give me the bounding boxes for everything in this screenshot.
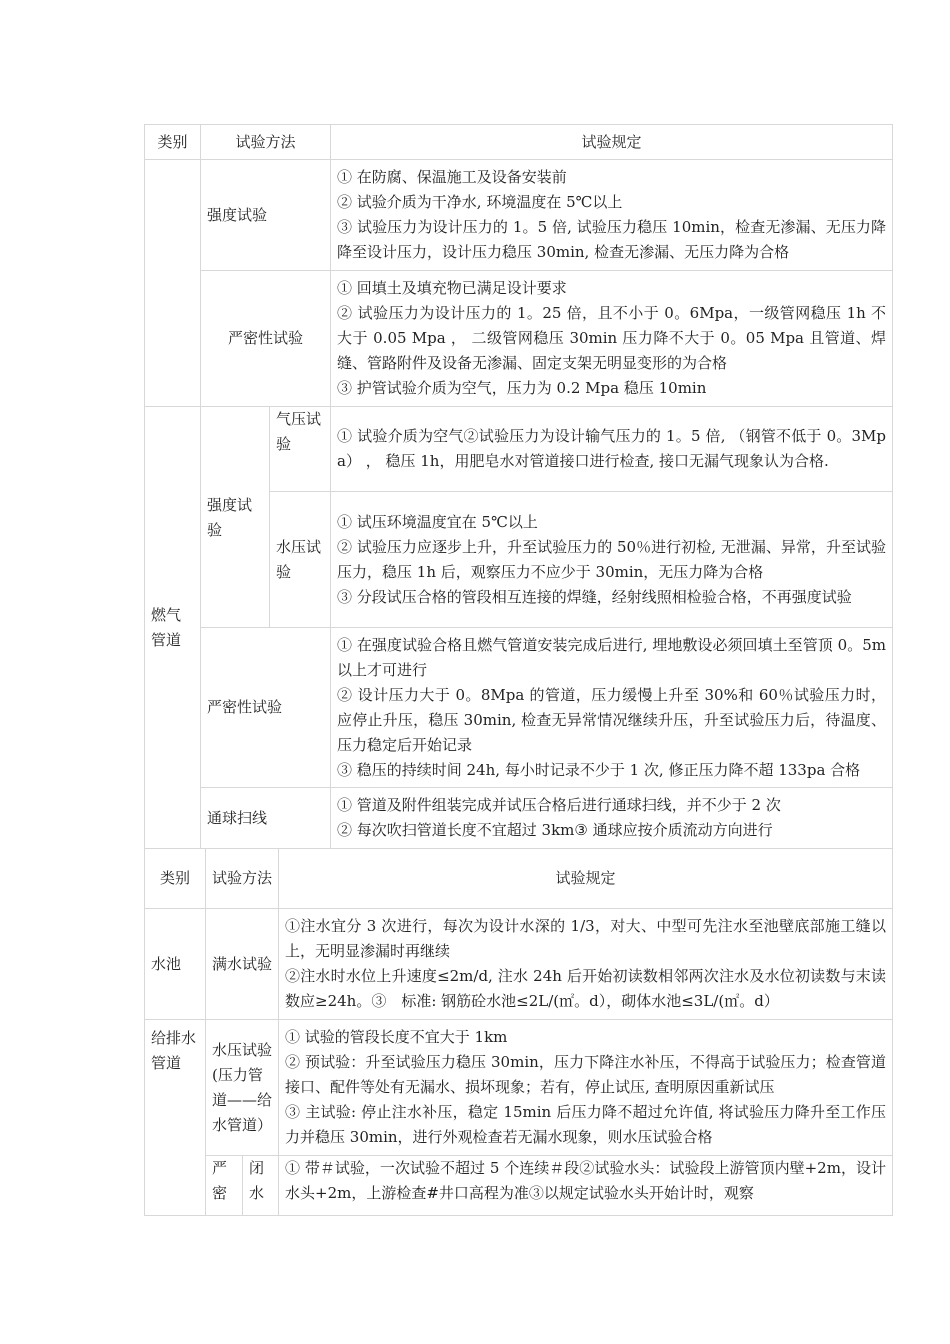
rule-gas-pigging xyxy=(331,788,893,849)
rule-line: ② 设计压力大于 0。8Mpa 的管道，压力缓慢上升至 30%和 60％试验压力时，应停止升压，稳压 30min, 检查无异常情况继续升压，升至试验压力后，待温度、压力稳定后开始记录 xyxy=(337,685,887,754)
method-heat-strength: 强度试验 xyxy=(201,160,331,271)
rule-line: ①注水宜分 3 次进行，每次为设计水深的 1/3，对大、中型可先注水至池壁底部施工缝以上，无明显渗漏时再继续 xyxy=(285,917,887,960)
rule-line: ② 试验压力为设计压力的 1。25 倍，且不小于 0。6Mpa，一级管网稳压 1h 不大于 0.05 Mpa ， 二级管网稳压 30min 压力降不大于 0。05 Mpa 且管道、焊缝、管路附件及设备无渗漏、固定支架无明显变形的为合格 xyxy=(337,304,887,372)
method-gas-pigging: 通球扫线 xyxy=(201,788,331,849)
rule-line: ① 试压环境温度宜在 5℃以上 xyxy=(337,512,538,531)
table-row xyxy=(145,1156,893,1216)
category-pool: 水池 xyxy=(145,909,206,1020)
table-row xyxy=(145,788,893,849)
category-cell-empty xyxy=(145,160,201,407)
rule-line: ③ 护管试验介质为空气，压力为 0.2 Mpa 稳压 10min xyxy=(337,379,707,397)
table-header-row xyxy=(145,849,893,909)
table-row xyxy=(145,909,893,1020)
header-method: 试验方法 xyxy=(201,125,331,160)
rule-line: ③ 稳压的持续时间 24h, 每小时记录不少于 1 次, 修正压力降不超 133pa 合格 xyxy=(337,760,861,779)
method-drain-pressure: 水压试验(压力管道——给水管道） xyxy=(206,1020,279,1156)
method-drain-closed: 闭水 xyxy=(243,1156,279,1216)
rule-pool-fill xyxy=(279,909,893,1020)
rule-line: ① 回填土及填充物已满足设计要求 xyxy=(337,279,567,297)
method-drain-tight: 严密 xyxy=(206,1156,243,1216)
test-table-1 xyxy=(144,124,893,849)
rule-heat-tightness xyxy=(331,271,893,407)
rule-line: ② 预试验：升至试验压力稳压 30min，压力下降注水补压，不得高于试验压力；检查管道接口、配件等处有无漏水、损坏现象；若有，停止试压, 查明原因重新试压 xyxy=(285,1053,887,1096)
header-method: 试验方法 xyxy=(206,849,279,909)
rule-line: ① 试验介质为空气②试验压力为设计输气压力的 1。5 倍, （钢管不低于 0。3Mpa） ， 稳压 1h，用肥皂水对管道接口进行检查, 接口无漏气现象认为合格. xyxy=(337,427,887,470)
rule-line: ① 带＃试验，一次试验不超过 5 个连续＃段②试验水头：试验段上游管顶内壁+2m，设计水头+2m，上游检查#井口高程为准③以规定试验水头开始计时，观察 xyxy=(285,1159,887,1202)
rule-line: ③ 试验压力为设计压力的 1。5 倍, 试验压力稳压 10min，检查无渗漏、无压力降降至设计压力，设计压力稳压 30min, 检查无渗漏、无压力降为合格 xyxy=(337,218,887,261)
rule-gas-air xyxy=(331,407,893,492)
header-category: 类别 xyxy=(145,125,201,160)
rule-drain-closed xyxy=(279,1156,893,1216)
table-row xyxy=(145,160,893,271)
rule-drain-pressure xyxy=(279,1020,893,1156)
table-row xyxy=(145,1020,893,1156)
category-gas-pipe: 燃气管道 xyxy=(145,407,201,849)
table-row xyxy=(145,271,893,407)
method-pool-fill: 满水试验 xyxy=(206,909,279,1020)
rule-line: ② 试验介质为干净水, 环境温度在 5℃以上 xyxy=(337,193,623,211)
rule-line: ① 管道及附件组装完成并试压合格后进行通球扫线，并不少于 2 次 xyxy=(337,796,781,814)
method-heat-tightness: 严密性试验 xyxy=(201,271,331,407)
rule-line: ②注水时水位上升速度≤2m/d, 注水 24h 后开始初读数相邻两次注水及水位初读数与末读数应≥24h。③ 标准: 钢筋砼水池≤2L/(㎡。d），砌体水池≤3L/(㎡。d） xyxy=(285,967,887,1010)
test-table-2 xyxy=(144,848,893,1216)
rule-line: ① 在防腐、保温施工及设备安装前 xyxy=(337,168,567,186)
rule-line: ② 试验压力应逐步上升，升至试验压力的 50％进行初检, 无泄漏、异常，升至试验压力，稳压 1h 后，观察压力不应少于 30min，无压力降为合格 xyxy=(337,537,887,581)
category-drain-pipe: 给排水管道 xyxy=(145,1020,206,1216)
rule-line: ① 试验的管段长度不宜大于 1km xyxy=(285,1028,508,1046)
method-gas-water: 水压试验 xyxy=(270,492,331,628)
table-header-row xyxy=(145,125,893,160)
rule-line: ② 每次吹扫管道长度不宜超过 3km③ 通球应按介质流动方向进行 xyxy=(337,821,773,839)
table-row xyxy=(145,407,893,492)
rule-heat-strength xyxy=(331,160,893,271)
rule-line: ③ 分段试压合格的管段相互连接的焊缝，经射线照相检验合格，不再强度试验 xyxy=(337,587,852,606)
header-rule: 试验规定 xyxy=(279,849,893,909)
header-rule: 试验规定 xyxy=(331,125,893,160)
rule-line: ① 在强度试验合格且燃气管道安装完成后进行, 埋地敷设必须回填土至管顶 0。5m 以上才可进行 xyxy=(337,635,887,679)
method-gas-air: 气压试验 xyxy=(270,407,331,492)
rule-gas-water xyxy=(331,492,893,628)
method-gas-strength: 强度试验 xyxy=(201,407,270,628)
header-category: 类别 xyxy=(145,849,206,909)
table-row xyxy=(145,628,893,788)
rule-gas-tightness xyxy=(331,628,893,788)
rule-line: ③ 主试验: 停止注水补压，稳定 15min 后压力降不超过允许值, 将试验压力降升至工作压力并稳压 30min，进行外观检查若无漏水现象，则水压试验合格 xyxy=(285,1103,887,1146)
method-gas-tightness: 严密性试验 xyxy=(201,628,331,788)
